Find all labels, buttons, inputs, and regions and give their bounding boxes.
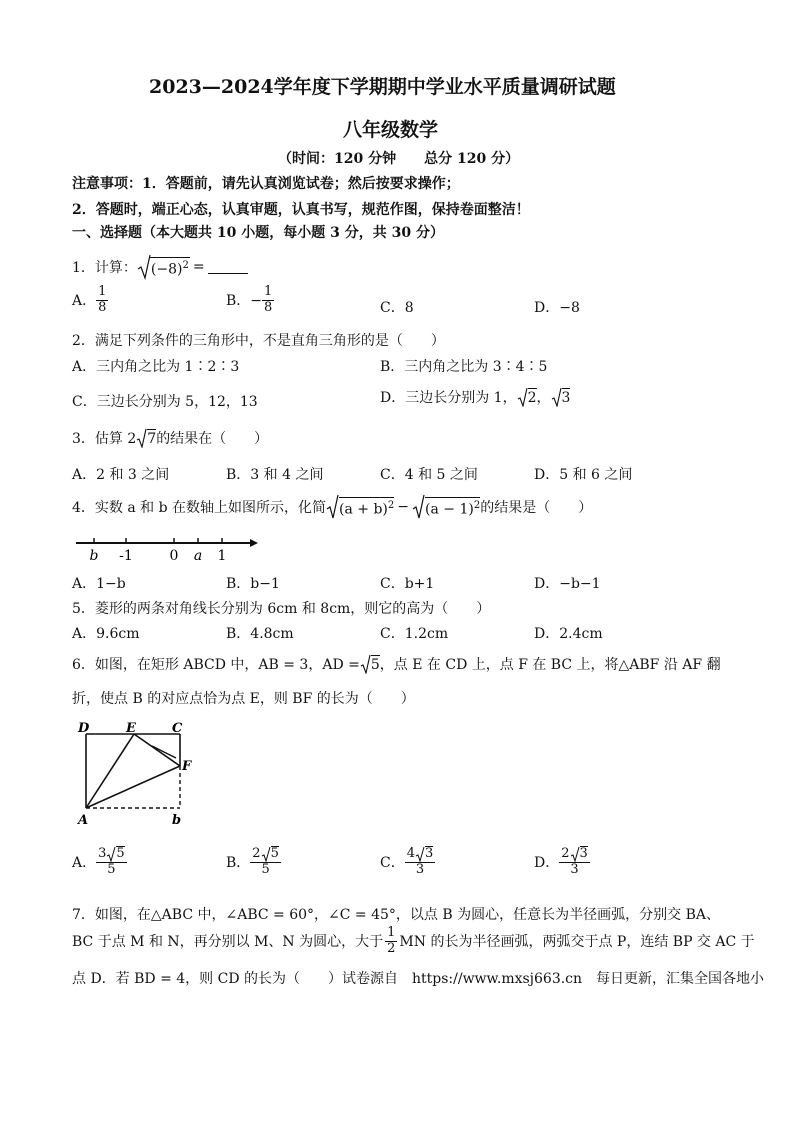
denominator: 8 — [98, 299, 107, 315]
radicand: 3 — [561, 390, 571, 406]
point-b-label: b — [172, 813, 182, 828]
time-info: （时间：120 分钟 总分 120 分） — [278, 151, 520, 167]
numerator: 1 — [98, 284, 107, 299]
sqrt-symbol — [326, 494, 339, 520]
point-a-label: A — [78, 813, 89, 828]
q3-stem-end: 的结果在（ ） — [156, 431, 269, 447]
sqrt-symbol — [551, 387, 562, 407]
sqrt-symbol — [137, 254, 151, 280]
q2-option-a: A．三内角之比为 1∶2∶3 — [72, 359, 240, 375]
sqrt-symbol — [570, 846, 580, 862]
denominator: 3 — [570, 862, 579, 877]
sqrt-symbol — [412, 494, 425, 520]
point-c-label: C — [172, 721, 183, 736]
q4-option-b: B．b−1 — [226, 576, 280, 592]
q4-option-a: A．1−b — [72, 576, 126, 592]
axis-label-b: b — [89, 548, 99, 564]
q6-option-b — [226, 846, 281, 878]
option-label: A． — [72, 293, 97, 310]
numerator: 1 — [264, 284, 273, 299]
q5-option-b: B．4.8cm — [226, 626, 294, 642]
question-2: 2．满足下列条件的三角形中，不是直角三角形的是（ ） — [72, 333, 445, 349]
q6-option-a — [72, 846, 127, 878]
number-line — [72, 532, 272, 564]
radicand: (a + b) — [339, 501, 388, 518]
option-label: A． — [72, 854, 97, 871]
q4-option-d: D．−b−1 — [534, 576, 601, 592]
q6-text-end: ，点 E 在 CD 上，点 F 在 BC 上，将△ABF 沿 AF 翻 — [379, 657, 721, 673]
q5-option-c: C．1.2cm — [380, 626, 449, 642]
exponent: 2 — [387, 499, 395, 511]
question-6-line-2: 折，使点 B 的对应点恰为点 E，则 BF 的长为（ ） — [72, 691, 415, 707]
option-label: B． — [226, 854, 251, 871]
question-5: 5．菱形的两条对角线长分别为 6cm 和 8cm，则它的高为（ ） — [72, 601, 491, 617]
sqrt-symbol — [106, 846, 116, 862]
option-label: B．− — [226, 293, 263, 310]
denominator: 2 — [387, 940, 396, 956]
sqrt-symbol — [517, 387, 528, 407]
radicand: 5 — [270, 846, 279, 862]
coefficient: 3 — [98, 845, 107, 861]
q7-text-end: MN 的长为半径画弧，两弧交于点 P，连结 BP 交 AC 于 — [399, 934, 755, 951]
q6-text: 6．如图，在矩形 ABCD 中，AB = 3，AD = — [72, 657, 360, 673]
q7-text: BC 于点 M 和 N，再分别以 M、N 为圆心，大于 — [72, 934, 384, 951]
axis-label-a: a — [193, 548, 203, 564]
radicand: 3 — [579, 846, 588, 862]
coefficient: 2 — [252, 845, 261, 861]
point-e-label: E — [126, 721, 136, 736]
exam-title: 2023—2024学年度下学期期中学业水平质量调研试题 — [149, 76, 616, 98]
numerator — [559, 846, 590, 863]
q1-stem: 1．计算： — [72, 260, 137, 276]
numerator — [250, 846, 281, 863]
numerator: 1 — [387, 925, 396, 940]
q5-option-a: A．9.6cm — [72, 626, 140, 642]
option-text: D．三边长分别为 1， — [380, 390, 517, 406]
axis-label-neg1: -1 — [119, 548, 133, 564]
radicand: (a − 1) — [425, 501, 474, 518]
question-3 — [72, 428, 268, 448]
question-7-line-3: 点 D．若 BD = 4，则 CD 的长为（ ）试卷源自 https://www.mxsj663.cn 每日更新，汇集全国各地小 — [72, 971, 765, 987]
fraction — [262, 285, 274, 316]
denominator: 5 — [107, 862, 116, 877]
q3-option-c: C．4 和 5 之间 — [380, 467, 478, 483]
q4-stem-end: 的结果是（ ） — [480, 500, 593, 516]
denominator: 3 — [415, 862, 425, 877]
fraction — [559, 846, 590, 878]
notes-line-1: 注意事项：1．答题前，请先认真浏览试卷；然后按要求操作； — [72, 176, 460, 192]
q2-option-d — [380, 387, 570, 407]
rectangle-figure — [72, 716, 202, 836]
radicand: 5 — [370, 657, 380, 673]
radicand: 7 — [147, 431, 157, 447]
radicand: 3 — [425, 846, 434, 862]
sqrt-symbol — [415, 846, 425, 862]
separator: ， — [536, 390, 551, 406]
sqrt-symbol — [136, 428, 147, 448]
q1-option-c: C．8 — [380, 300, 414, 316]
exponent: 2 — [473, 499, 481, 511]
numerator — [405, 846, 436, 863]
denominator: 5 — [261, 862, 270, 877]
q1-option-d: D．−8 — [534, 300, 580, 316]
q1-option-a — [72, 285, 108, 316]
question-6-line-1 — [72, 654, 721, 674]
coefficient: 2 — [561, 845, 570, 861]
question-1 — [72, 254, 248, 280]
question-4 — [72, 494, 592, 520]
point-d-label: D — [78, 721, 90, 736]
q5-option-d: D．2.4cm — [534, 626, 603, 642]
q6-option-c — [380, 846, 435, 878]
denominator: 8 — [264, 299, 273, 315]
q4-option-c: C．b+1 — [380, 576, 435, 592]
radicand: 5 — [116, 846, 125, 862]
minus-sign: − — [397, 499, 410, 515]
q3-option-d: D．5 和 6 之间 — [534, 467, 633, 483]
q1-exponent: 2 — [182, 259, 189, 271]
exam-subtitle: 八年级数学 — [343, 119, 439, 141]
q2-option-b: B．三内角之比为 3∶4∶5 — [380, 359, 548, 375]
fraction-half — [385, 926, 397, 957]
q3-stem: 3．估算 2 — [72, 431, 137, 447]
answer-blank — [208, 261, 248, 274]
fraction — [96, 846, 127, 878]
option-label: D． — [534, 854, 560, 871]
option-label: C． — [380, 854, 405, 871]
radicand: 2 — [527, 390, 537, 406]
question-7-line-1: 7．如图，在△ABC 中，∠ABC = 60°，∠C = 45°，以点 B 为圆心，任意长为半径画弧，分别交 BA、 — [72, 907, 720, 923]
fraction — [96, 285, 108, 316]
sqrt-symbol — [360, 654, 371, 674]
point-f-label: F — [182, 759, 192, 774]
q4-stem: 4．实数 a 和 b 在数轴上如图所示，化简 — [72, 500, 327, 516]
q3-option-b: B．3 和 4 之间 — [226, 467, 324, 483]
q6-option-d — [534, 846, 590, 878]
question-7-line-2 — [72, 926, 755, 957]
q2-option-c: C．三边长分别为 5，12，13 — [72, 394, 258, 410]
axis-label-one: 1 — [217, 548, 227, 564]
section-1-heading: 一、选择题（本大题共 10 小题，每小题 3 分，共 30 分） — [72, 225, 444, 241]
numerator — [96, 846, 127, 863]
axis-label-zero: 0 — [169, 548, 179, 564]
coefficient: 4 — [406, 845, 415, 861]
q1-equals: = — [192, 259, 205, 275]
sqrt-symbol — [261, 846, 271, 862]
q1-option-b — [226, 285, 274, 316]
fraction — [250, 846, 281, 878]
fraction — [405, 846, 436, 878]
q1-radicand: (−8) — [150, 261, 183, 278]
q3-option-a: A．2 和 3 之间 — [72, 467, 170, 483]
notes-line-2: 2．答题时，端正心态，认真审题，认真书写，规范作图，保持卷面整洁！ — [72, 202, 530, 218]
